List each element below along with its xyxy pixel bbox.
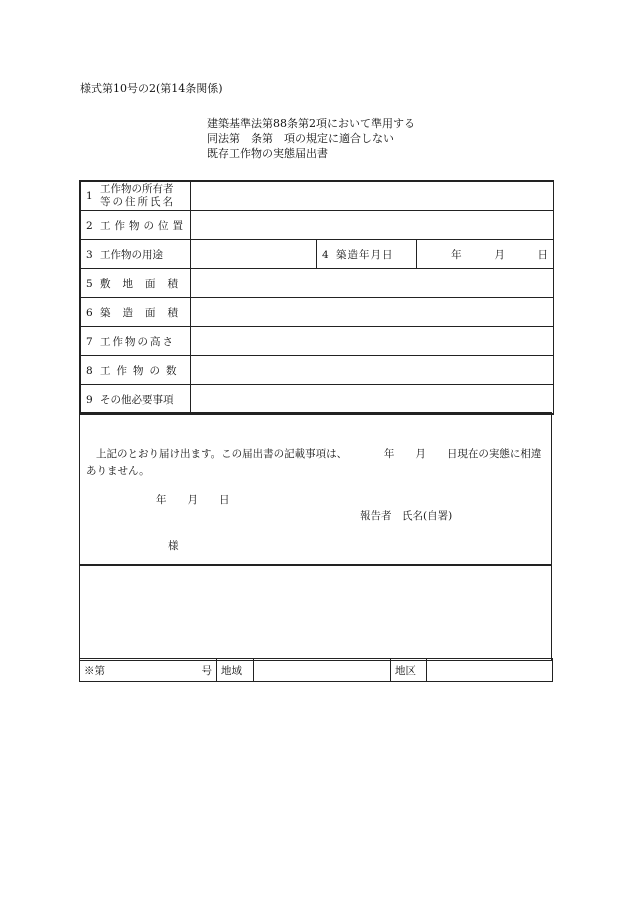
report-table [79,180,554,415]
table-row [81,211,554,240]
declaration-date[interactable]: 年 月 日 [156,494,230,506]
owner-label-line2: 等の住所氏名 [100,196,175,208]
other-field[interactable] [191,385,554,414]
office-use-area [79,564,552,661]
area-label: 地域 [217,659,254,682]
day-unit: 日 [537,248,549,261]
month-unit: 月 [494,248,505,261]
height-label: 7 工作物の高さ [81,327,191,356]
reporter-signature[interactable]: 報告者 氏名(自署) [360,510,453,522]
table-row [81,182,554,211]
construction-date-label: 4 築造年月日 [317,240,417,269]
table-row [81,269,554,298]
area-field[interactable] [254,659,391,682]
owner-label-line1: 工作物の所有者 [100,183,174,195]
receipt-prefix: ※第 [84,664,105,677]
footer-row [79,658,552,682]
title-line-3: 既存工作物の実態届出書 [207,147,328,160]
site-area-field[interactable] [191,269,554,298]
table-row [81,240,554,269]
location-field[interactable] [191,211,554,240]
year-unit: 年 [451,248,462,261]
district-field[interactable] [427,659,553,682]
construction-date-field[interactable] [417,240,554,269]
height-field[interactable] [191,327,554,356]
purpose-field[interactable] [191,240,317,269]
declaration-text: 上記のとおり届け出ます。この届出書の記載事項は、 年 月 日現在の実態に相違ありません。 [86,448,542,477]
building-area-label: 6 築造面積 [81,298,191,327]
purpose-label: 3 工作物の用途 [81,240,191,269]
table-row [81,356,554,385]
receipt-number[interactable] [80,659,217,682]
other-label: 9 その他必要事項 [81,385,191,414]
count-label: 8 工作物の数 [81,356,191,385]
building-area-field[interactable] [191,298,554,327]
addressee[interactable]: 様 [168,540,179,552]
location-label: 2 工作物の位置 [81,211,191,240]
owner-field[interactable] [191,182,554,211]
form-number: 様式第10号の2(第14条関係) [80,82,223,95]
document-title [207,116,415,161]
count-field[interactable] [191,356,554,385]
receipt-suffix: 号 [201,664,212,677]
title-line-2: 同法第 条第 項の規定に適合しない [207,132,394,145]
table-row [81,385,554,414]
owner-label [81,182,191,211]
title-line-1: 建築基準法第88条第2項において準用する [207,117,415,130]
declaration-section [79,412,552,566]
table-row [81,298,554,327]
district-label: 地区 [391,659,427,682]
table-row [81,327,554,356]
site-area-label: 5 敷地面積 [81,269,191,298]
row-number: 1 [86,190,93,202]
